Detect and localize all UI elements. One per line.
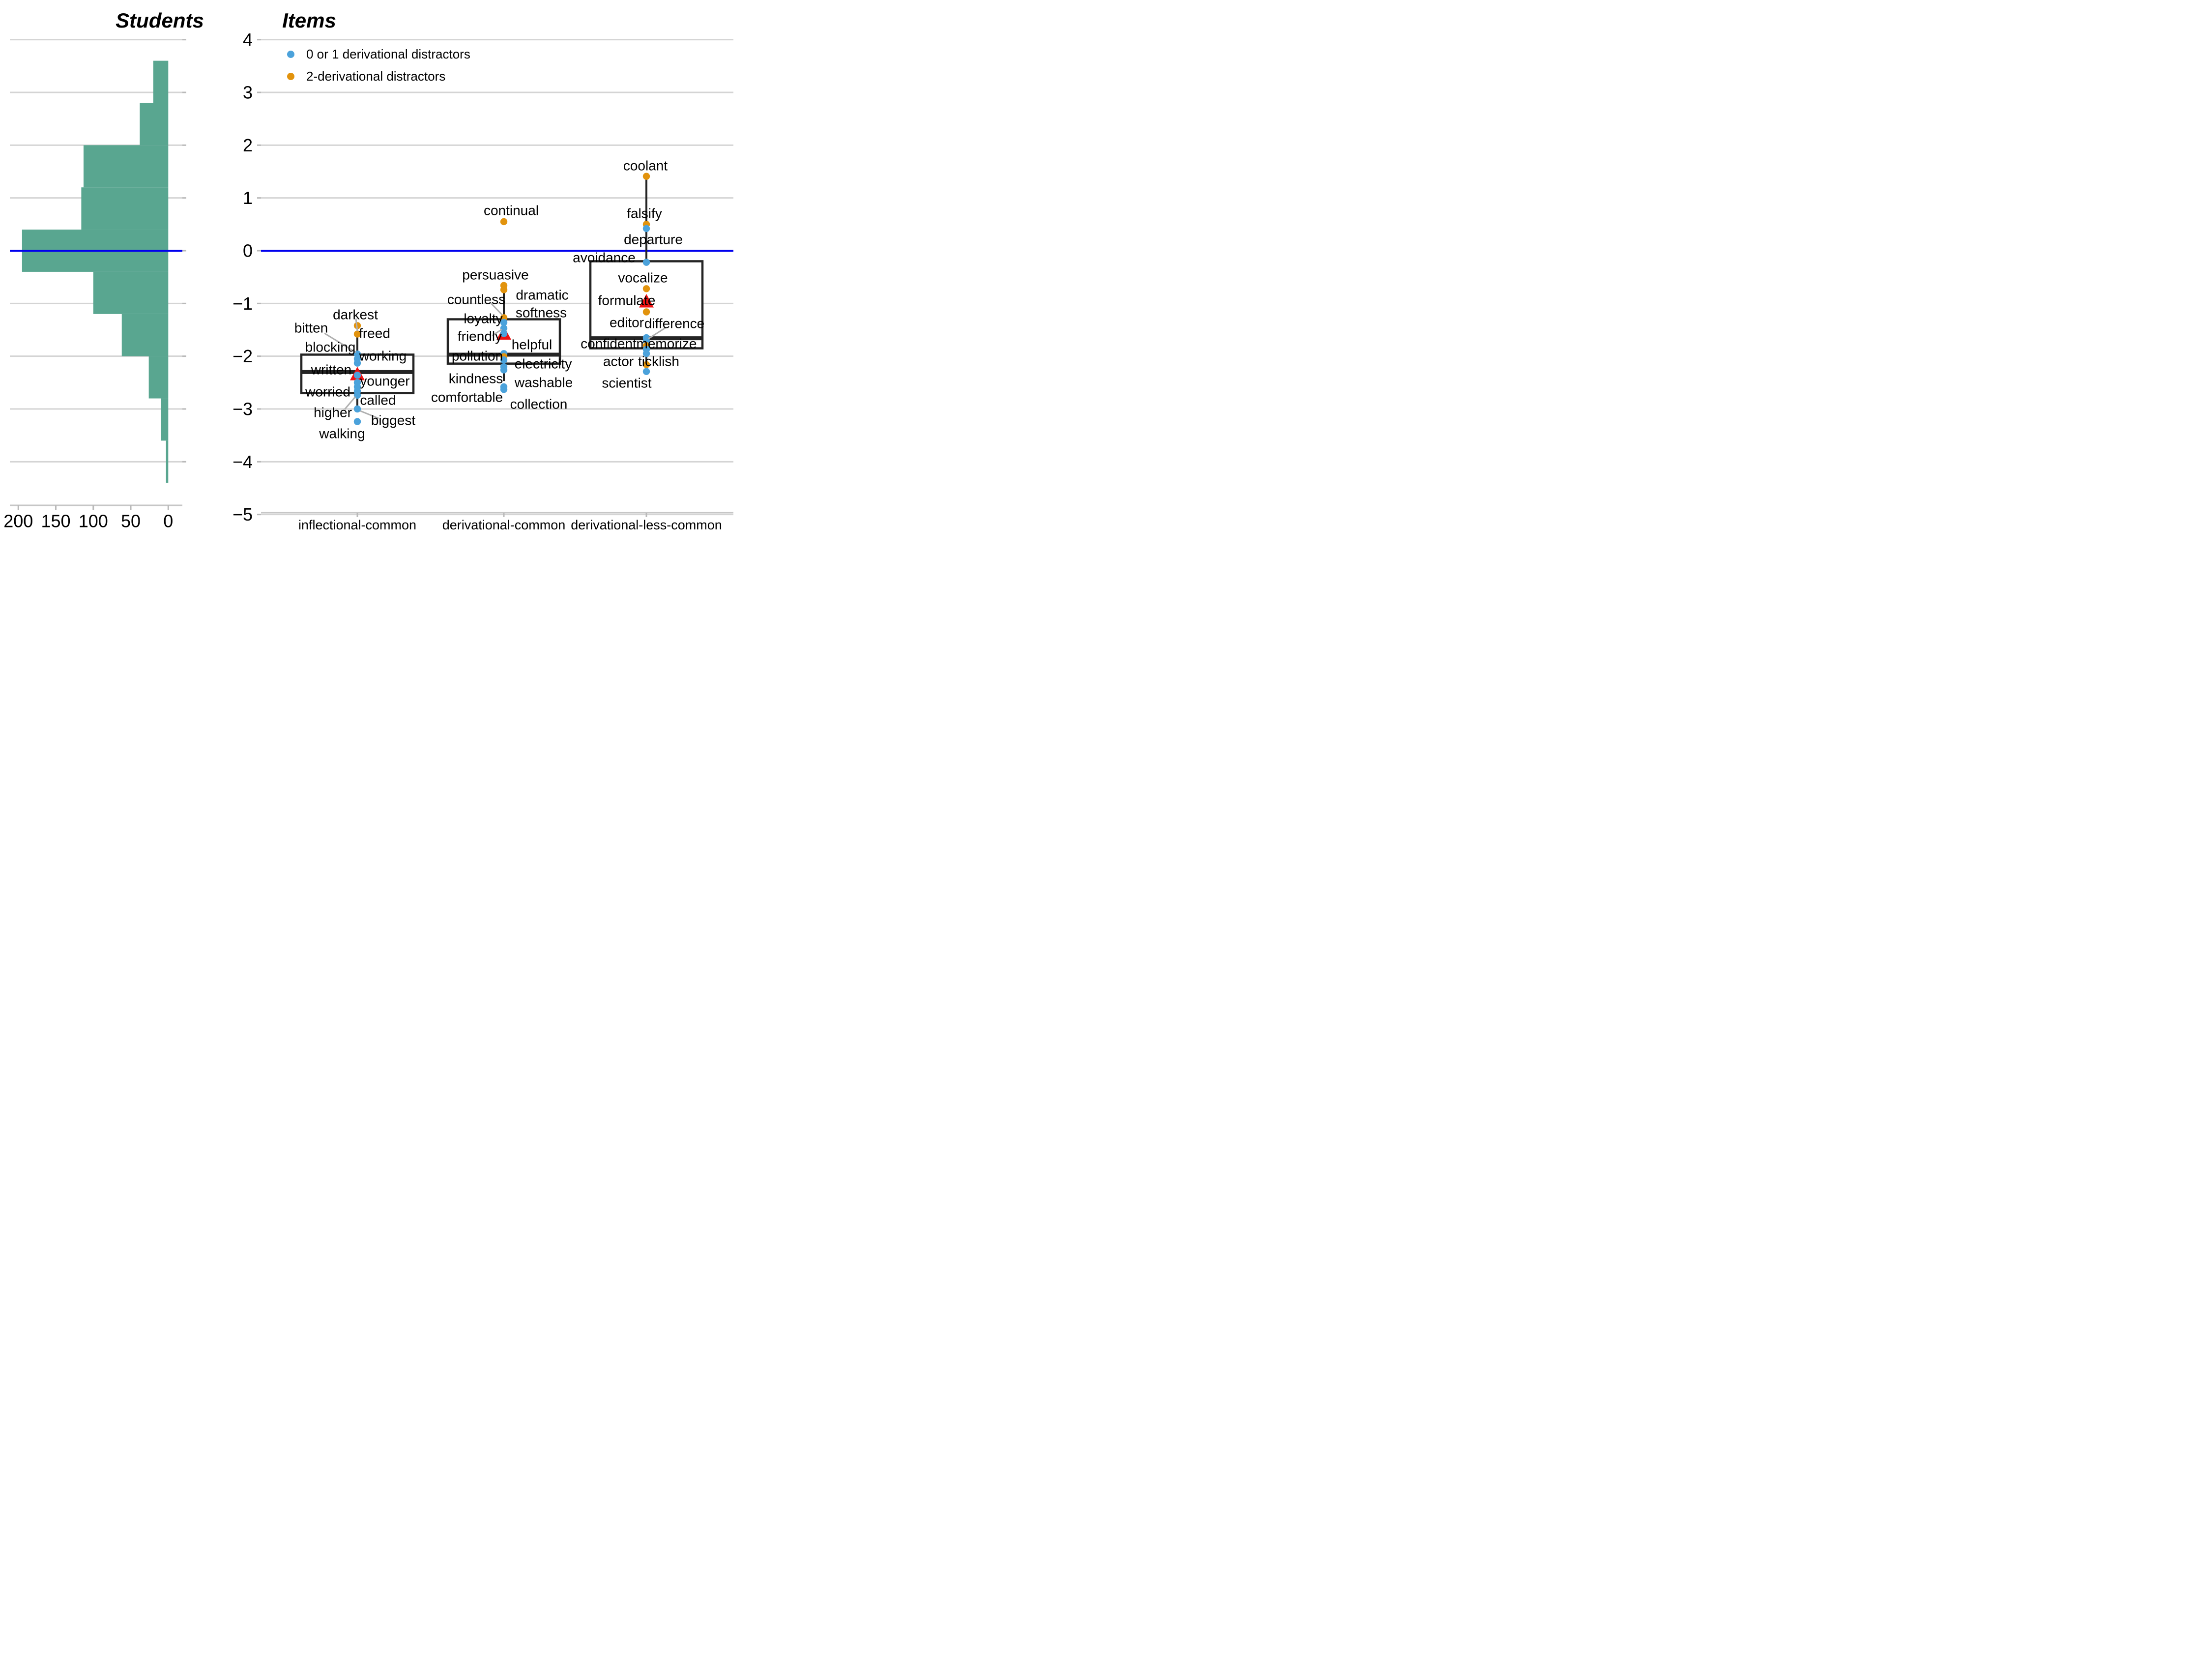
y-tick-label: −5 bbox=[232, 504, 253, 525]
item-label-collection: collection bbox=[510, 396, 568, 412]
item-label-persuasive: persuasive bbox=[462, 267, 529, 283]
legend-item-blue bbox=[287, 43, 470, 65]
item-label-called: called bbox=[360, 392, 396, 408]
y-tick-label: 3 bbox=[242, 82, 253, 103]
item-point-continual bbox=[500, 218, 507, 225]
item-label-blocking: blocking bbox=[305, 339, 356, 355]
y-tick-label: −4 bbox=[232, 451, 253, 472]
item-label-editor: editor bbox=[609, 315, 644, 330]
wright-map-figure bbox=[0, 0, 737, 553]
item-point-vocalize bbox=[643, 285, 650, 292]
histogram-bar bbox=[153, 61, 169, 103]
histogram-bar bbox=[122, 314, 169, 356]
category-label: derivational-common bbox=[442, 518, 566, 532]
item-label-working: working bbox=[359, 348, 407, 364]
item-label-avoidance: avoidance bbox=[573, 250, 636, 265]
item-label-softness: softness bbox=[515, 305, 567, 320]
y-tick-label: 0 bbox=[242, 240, 253, 261]
y-tick-label: −2 bbox=[232, 346, 253, 367]
x-tick-label: 100 bbox=[78, 511, 108, 531]
x-tick-label: 200 bbox=[3, 511, 33, 531]
item-label-falsify: falsify bbox=[627, 205, 662, 221]
y-tick-label: 2 bbox=[242, 135, 253, 155]
item-label-comfortable: comfortable bbox=[431, 389, 503, 405]
item-label-washable: washable bbox=[514, 375, 573, 390]
item-label-coolant: coolant bbox=[623, 158, 668, 174]
item-point-scientist bbox=[643, 368, 650, 375]
category-label: derivational-less-common bbox=[571, 518, 722, 532]
histogram-bar bbox=[140, 103, 168, 145]
x-tick-label: 50 bbox=[121, 511, 141, 531]
y-tick-label: −1 bbox=[232, 293, 253, 314]
item-label-darkest: darkest bbox=[333, 307, 378, 322]
item-label-biggest: biggest bbox=[371, 412, 416, 428]
item-label-freed: freed bbox=[359, 325, 390, 341]
y-tick-label: 4 bbox=[242, 29, 253, 50]
legend-label: 2-derivational distractors bbox=[306, 69, 446, 84]
y-tick-label: −3 bbox=[232, 399, 253, 419]
item-label-kindness: kindness bbox=[448, 371, 503, 386]
item-label-loyalty: loyalty bbox=[464, 311, 503, 326]
item-point-avoidance bbox=[643, 259, 650, 265]
items-panel-title: Items bbox=[282, 9, 336, 32]
x-tick-label: 150 bbox=[41, 511, 71, 531]
orange-dot-icon bbox=[287, 73, 294, 80]
item-label-dramatic: dramatic bbox=[516, 287, 569, 303]
item-label-higher: higher bbox=[314, 405, 352, 420]
item-label-confident: confident bbox=[581, 336, 637, 351]
item-label-written: written bbox=[311, 362, 352, 378]
blue-dot-icon bbox=[287, 51, 294, 58]
item-label-bitten: bitten bbox=[294, 320, 328, 336]
item-label-pollution: pollution bbox=[451, 348, 503, 364]
histogram-bar bbox=[149, 356, 169, 399]
category-label: inflectional-common bbox=[298, 518, 417, 532]
legend-item-orange bbox=[287, 65, 470, 87]
item-label-memorize: memorize bbox=[636, 336, 697, 351]
y-tick-label: 1 bbox=[242, 188, 253, 208]
item-label-younger: younger bbox=[360, 373, 410, 389]
item-label-walking: walking bbox=[319, 426, 365, 441]
item-label-formulate: formulate bbox=[598, 292, 656, 308]
item-label-continual: continual bbox=[483, 203, 539, 218]
x-tick-label: 0 bbox=[163, 511, 174, 531]
histogram-bar bbox=[161, 399, 168, 441]
item-label-friendly: friendly bbox=[457, 328, 502, 344]
legend-label: 0 or 1 derivational distractors bbox=[306, 47, 470, 61]
item-label-difference: difference bbox=[644, 316, 705, 331]
item-label-scientist: scientist bbox=[602, 375, 652, 391]
item-label-departure: departure bbox=[624, 232, 683, 247]
histogram-bar bbox=[84, 145, 168, 187]
legend bbox=[287, 43, 470, 87]
item-label-vocalize: vocalize bbox=[618, 270, 668, 286]
item-point-coolant bbox=[643, 173, 650, 179]
item-label-helpful: helpful bbox=[511, 337, 553, 352]
item-label-electricity: electricity bbox=[514, 356, 572, 372]
histogram-bar bbox=[166, 440, 169, 483]
histogram-bar bbox=[81, 187, 168, 230]
item-point-walking bbox=[354, 418, 361, 425]
item-label-ticklish: ticklish bbox=[638, 353, 680, 369]
histogram-bar bbox=[93, 272, 169, 314]
item-label-actor: actor bbox=[603, 353, 634, 369]
item-label-worried: worried bbox=[305, 384, 350, 400]
students-panel-title: Students bbox=[116, 9, 204, 32]
item-label-countless: countless bbox=[447, 291, 506, 307]
item-point-departure bbox=[643, 225, 650, 232]
